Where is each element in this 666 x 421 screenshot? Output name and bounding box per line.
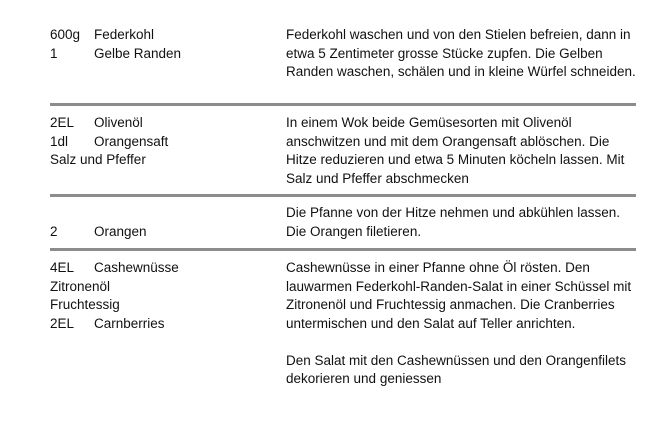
ingredient-row bbox=[50, 278, 280, 297]
ingredient-row bbox=[50, 223, 280, 242]
ingredient-quantity: 2 bbox=[50, 223, 58, 239]
ingredient-list bbox=[50, 114, 280, 170]
ingredient-row bbox=[50, 315, 280, 334]
ingredient-quantity: 4EL bbox=[50, 260, 75, 275]
ingredient-name: Orangen bbox=[94, 223, 147, 239]
ingredient-name: Gelbe Randen bbox=[94, 45, 182, 61]
ingredient-name: Fruchtessig bbox=[50, 297, 120, 312]
ingredient-row bbox=[50, 26, 280, 45]
ingredient-row bbox=[50, 114, 280, 133]
section-divider bbox=[50, 103, 636, 106]
ingredient-name: Federkohl bbox=[94, 27, 155, 42]
ingredient-row bbox=[50, 296, 280, 315]
ingredient-name: Orangensaft bbox=[94, 133, 169, 149]
recipe-step-2 bbox=[50, 114, 636, 188]
instruction-text bbox=[286, 114, 636, 188]
recipe-step-3 bbox=[50, 204, 636, 241]
ingredient-row bbox=[50, 45, 280, 64]
instruction-text bbox=[286, 204, 636, 241]
ingredient-row bbox=[50, 151, 280, 170]
section-divider bbox=[50, 194, 636, 197]
ingredient-list bbox=[50, 223, 280, 242]
ingredient-name: Salz und Pfeffer bbox=[50, 152, 146, 167]
instruction-paragraph: Federkohl waschen und von den Stielen befreien, dann in etwa 5 Zentimeter grosse Stücke zupfen. Die Gelben Randen waschen, schälen und in kleine Würfel schneiden. bbox=[286, 27, 636, 79]
instruction-text bbox=[286, 26, 636, 82]
ingredient-name: Carnberries bbox=[94, 315, 165, 331]
instruction-paragraph: Die Pfanne von der Hitze nehmen und abkühlen lassen. Die Orangen filetieren. bbox=[286, 205, 620, 239]
instruction-text bbox=[286, 259, 636, 389]
ingredient-row bbox=[50, 133, 280, 152]
ingredient-quantity: 600g bbox=[50, 27, 81, 42]
instruction-paragraph: In einem Wok beide Gemüsesorten mit Olivenöl anschwitzen und mit dem Orangensaft ablöschen. Die Hitze reduzieren und etwa 5 Minuten köcheln lassen. Mit Salz und Pfeffer abschmecken bbox=[286, 115, 625, 186]
ingredient-list bbox=[50, 259, 280, 333]
recipe-step-1 bbox=[50, 26, 636, 100]
ingredient-list bbox=[50, 26, 280, 63]
ingredient-row bbox=[50, 259, 280, 278]
ingredient-quantity: 2EL bbox=[50, 315, 75, 331]
ingredient-quantity: 1dl bbox=[50, 133, 69, 149]
ingredient-name: Zitronenöl bbox=[50, 278, 111, 294]
recipe-step-4 bbox=[50, 259, 636, 409]
ingredient-quantity: 1 bbox=[50, 45, 58, 61]
instruction-paragraph: Cashewnüsse in einer Pfanne ohne Öl rösten. Den lauwarmen Federkohl-Randen-Salat in einer Schüssel mit Zitronenöl und Fruchtessig anmachen. Die Cranberries untermischen und den Salat auf Teller anrichten. bbox=[286, 260, 632, 331]
section-divider bbox=[50, 248, 636, 251]
instruction-paragraph: Den Salat mit den Cashewnüssen und den Orangenfilets dekorieren und geniessen bbox=[286, 352, 626, 386]
ingredient-name: Olivenöl bbox=[94, 115, 143, 130]
ingredient-name: Cashewnüsse bbox=[94, 260, 179, 275]
ingredient-quantity: 2EL bbox=[50, 115, 75, 130]
